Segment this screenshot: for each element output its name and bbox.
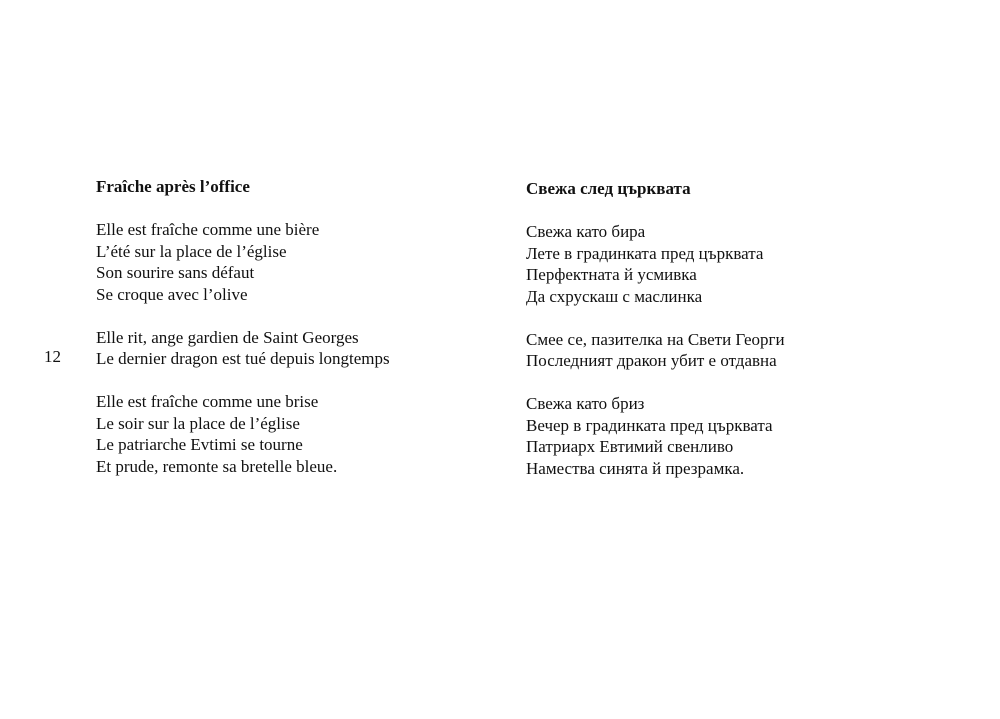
poem-line: Последният дракон убит е отдавна bbox=[526, 351, 777, 370]
bulgarian-poem bbox=[526, 176, 926, 479]
poem-line: Elle rit, ange gardien de Saint Georges bbox=[96, 327, 359, 347]
poem-line: Лете в градинката пред църквата bbox=[526, 243, 764, 263]
poem-line: Elle est fraîche comme une bière bbox=[96, 220, 320, 239]
poem-line: Son sourire sans défaut bbox=[96, 263, 255, 282]
stanza-1-french bbox=[96, 219, 476, 305]
poem-line: Вечер в градинката пред църквата bbox=[526, 415, 773, 435]
stanza-3-french bbox=[96, 391, 476, 477]
poem-line: L’été sur la place de l’église bbox=[96, 241, 287, 261]
poem-line: Le dernier dragon est tué depuis longtemps bbox=[96, 349, 390, 368]
stanza-2-bulgarian bbox=[526, 329, 926, 372]
french-poem bbox=[96, 176, 476, 477]
poem-line: Перфектната й усмивка bbox=[526, 265, 697, 284]
poem-title-french: Fraîche après l’office bbox=[96, 177, 250, 196]
stanza-1-bulgarian bbox=[526, 221, 926, 307]
stanza-2-french bbox=[96, 327, 476, 370]
poem-line: Свежа като бира bbox=[526, 222, 646, 241]
poem-line: Свежа като бриз bbox=[526, 394, 645, 413]
poem-line: Да схрускаш с маслинка bbox=[526, 286, 703, 306]
poem-line: Le patriarche Evtimi se tourne bbox=[96, 435, 303, 454]
poem-line: Намества синята й презрамка. bbox=[526, 458, 745, 478]
poem-title-bulgarian: Свежа след църквата bbox=[526, 179, 691, 198]
poem-line: Le soir sur la place de l’église bbox=[96, 413, 300, 433]
poem-line: Патриарх Евтимий свенливо bbox=[526, 437, 734, 456]
page-number: 12 bbox=[44, 347, 61, 366]
stanza-3-bulgarian bbox=[526, 393, 926, 479]
poem-line: Se croque avec l’olive bbox=[96, 284, 248, 304]
poem-line: Elle est fraîche comme une brise bbox=[96, 392, 319, 411]
poem-line: Смее се, пазителка на Свети Георги bbox=[526, 329, 785, 349]
poem-line: Et prude, remonte sa bretelle bleue. bbox=[96, 456, 338, 476]
